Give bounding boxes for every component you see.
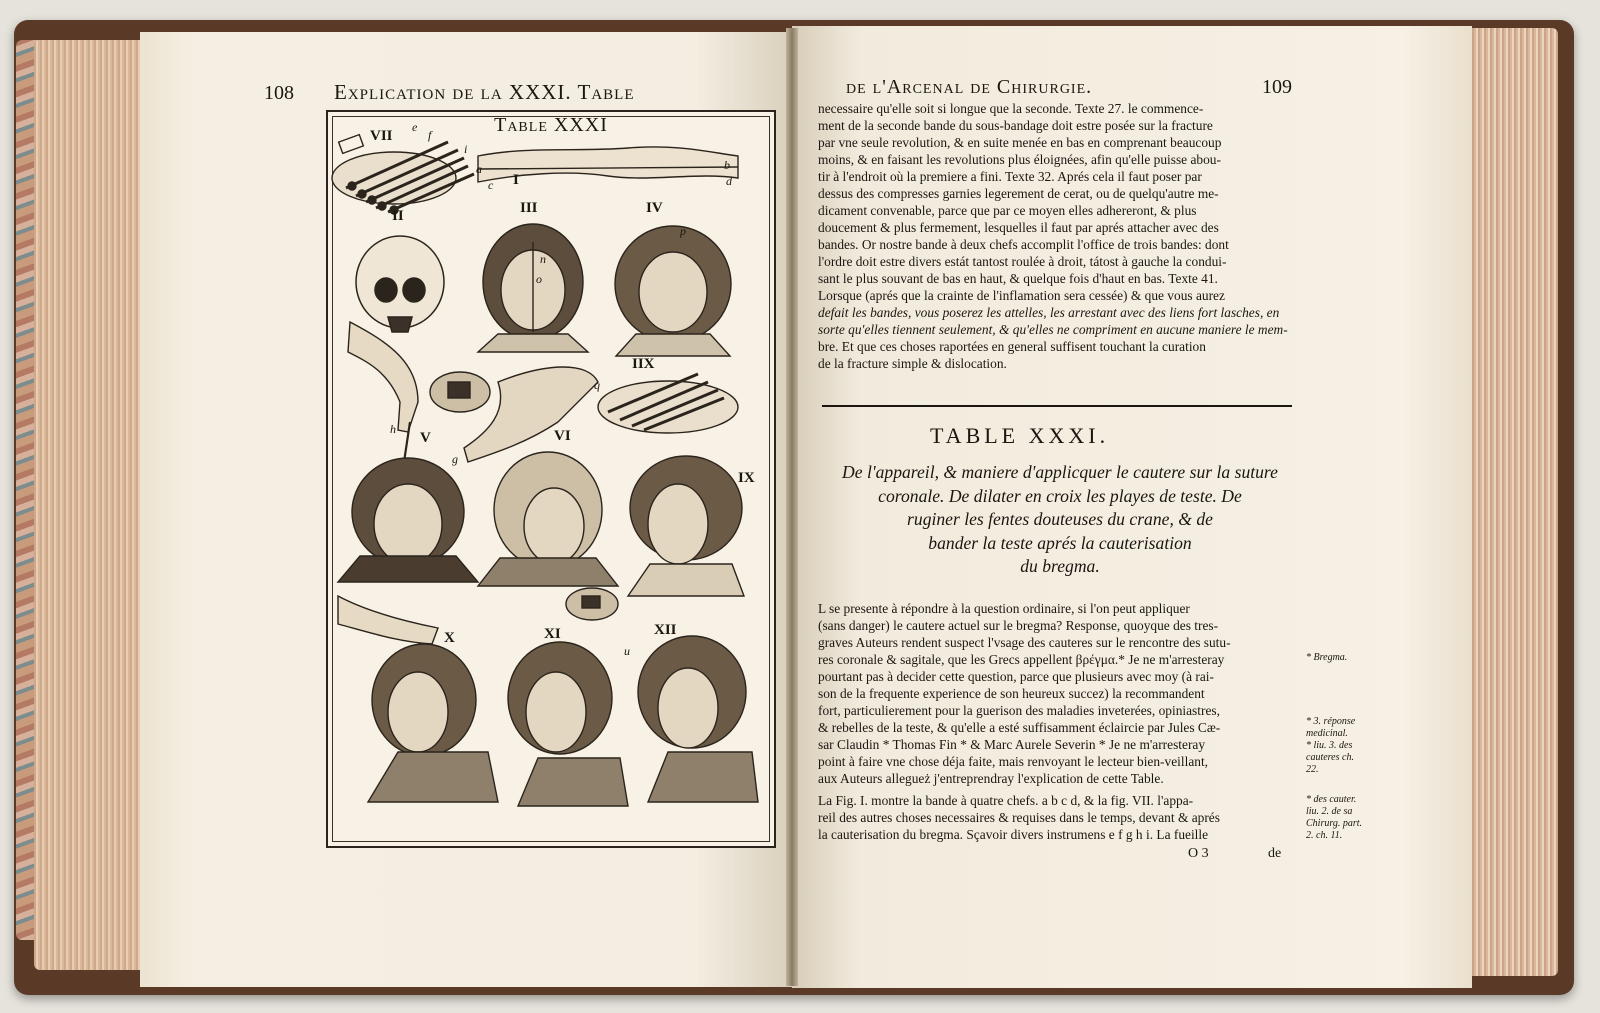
plate-letter-e: e bbox=[412, 120, 418, 134]
plate-title: Table XXXI bbox=[494, 114, 608, 136]
text-line: & rebelles de la teste, & qu'elle a esté suffisamment éclaircie par Jules Cæ- bbox=[818, 720, 1221, 735]
text-line: sorte qu'elles tiennent seulement, & qu'elles ne compriment en aucune maniere le mem- bbox=[818, 322, 1288, 337]
hand-holding-head-icon bbox=[338, 596, 438, 644]
plate-letter-b: b bbox=[724, 158, 730, 172]
text-line: L se presente à répondre à la question ordinaire, si l'on peut appliquer bbox=[818, 601, 1190, 616]
head-vi-icon bbox=[478, 452, 618, 586]
instruments-tray-iix-icon bbox=[598, 374, 738, 433]
subtitle-line: du bregma. bbox=[1020, 556, 1100, 576]
text-line: dicament convenable, parce que par ce moyen elles adhereront, & plus bbox=[818, 203, 1197, 218]
engraved-plate bbox=[326, 110, 776, 848]
fig-label-v: V bbox=[420, 430, 431, 446]
plate-letter-a: a bbox=[476, 162, 482, 176]
text-line: pourtant pas à decider cette question, parce que plusieurs avec moy (à rai- bbox=[818, 669, 1214, 684]
fig-label-iv: IV bbox=[646, 200, 663, 216]
fig-label-ii: II bbox=[392, 208, 404, 224]
plate-letter-o: o bbox=[536, 272, 542, 286]
small-disc-icon bbox=[566, 588, 618, 620]
margin-note-bregma: * Bregma. bbox=[1306, 652, 1348, 663]
text-line: par vne seule revolution, & en suite menée en bas en comprenant beaucoup bbox=[818, 135, 1222, 150]
head-xii-icon bbox=[638, 636, 758, 802]
text-line: tir à l'endroit où la premiere a fini. Texte 32. Aprés cela il faut poser par bbox=[818, 169, 1202, 184]
plate-letter-q: q bbox=[594, 378, 600, 392]
left-running-head: Explication de la XXXI. Table bbox=[334, 80, 635, 104]
subtitle-line: coronale. De dilater en croix les playes de teste. De bbox=[878, 485, 1242, 506]
fig-label-xii: XII bbox=[654, 622, 677, 638]
right-running-head: de l'Arcenal de Chirurgie. bbox=[846, 76, 1093, 98]
margin-note-severin: * des cauter. liu. 2. de sa Chirurg. part. 2. ch. 11. bbox=[1306, 794, 1363, 841]
text-line: moins, & en faisant les revolutions plus éloignées, afin qu'elle puisse abou- bbox=[818, 152, 1221, 167]
instruments-tray-icon bbox=[332, 135, 474, 214]
head-xi-icon bbox=[508, 642, 628, 806]
plate-letter-c: c bbox=[488, 178, 494, 192]
subtitle-line: ruginer les fentes douteuses du crane, & de bbox=[907, 509, 1213, 529]
hand-with-knife-icon bbox=[348, 322, 418, 462]
text-line: graves Auteurs rendent suspect l'vsage des cauteres sur le rencontre des sutu- bbox=[818, 635, 1231, 650]
fig-label-xi: XI bbox=[544, 626, 561, 642]
plate-letter-n: n bbox=[540, 252, 546, 266]
subtitle-line: De l'appareil, & maniere d'applicquer le cautere sur la suture bbox=[842, 462, 1278, 482]
right-page-number: 109 bbox=[1262, 76, 1292, 98]
plate-letter-i: i bbox=[464, 142, 468, 156]
text-line: bre. Et que ces choses raportées en general suffisent touchant la curation bbox=[818, 339, 1206, 354]
text-line: res coronale & sagitale, que les Grecs appellent βρέγμα.* Je ne m'arresteray bbox=[818, 652, 1225, 667]
fig-label-i: I bbox=[513, 172, 519, 188]
text-line: l'ordre doit estre divers estát tantost roulée à droit, tátost à gauche la condui- bbox=[818, 254, 1227, 269]
page-edges-left bbox=[34, 40, 144, 970]
head-iii-icon bbox=[478, 224, 588, 352]
text-line: fort, particulierement pour la guerison des maladies inveterées, opiniastres, bbox=[818, 703, 1220, 718]
text-line: sar Claudin * Thomas Fin * & Marc Aurele Severin * Je ne m'arresteray bbox=[818, 737, 1206, 752]
text-line: la cauterisation du bregma. Sçavoir divers instrumens e f g h i. La fueille bbox=[818, 827, 1209, 842]
text-line: La Fig. I. montre la bande à quatre chefs. a b c d, & la fig. VII. l'appa- bbox=[818, 793, 1194, 808]
top-paragraph bbox=[818, 100, 1300, 372]
fig-label-vi: VI bbox=[554, 428, 571, 444]
signature-mark: O 3 bbox=[1188, 846, 1209, 861]
fig-label-iii: III bbox=[520, 200, 538, 216]
section-rule bbox=[822, 405, 1292, 407]
text-line: son de la frequente experience de son heureux succez) la recommandent bbox=[818, 686, 1205, 701]
plate-letter-p: p bbox=[680, 224, 686, 238]
page-edges-right bbox=[1468, 28, 1558, 976]
head-ix-icon bbox=[628, 456, 744, 596]
section-heading: TABLE XXXI. bbox=[930, 423, 1110, 448]
text-line: aux Auteurs allegueż j'entreprendray l'explication de cette Table. bbox=[818, 771, 1164, 786]
section-subtitle bbox=[810, 461, 1310, 579]
text-line: bandes. Or nostre bande à deux chefs accomplit l'office de trois bandes: dont bbox=[818, 237, 1229, 252]
book-gutter bbox=[786, 28, 798, 986]
text-line: (sans danger) le cautere actuel sur le bregma? Response, quoyque des tres- bbox=[818, 618, 1219, 633]
text-line: defait les bandes, vous poserez les attelles, les arrestant avec des liens fort lasches, en bbox=[818, 305, 1280, 320]
text-line: ment de la seconde bande du sous-bandage doit estre posée sur la fracture bbox=[818, 118, 1213, 133]
head-iv-icon bbox=[615, 226, 731, 356]
text-line: point à faire vne chose déja faite, mais renvoyant le lecteur bien-veillant, bbox=[818, 754, 1209, 769]
text-line: dessus des compresses garnies legerement de cerat, ou de quelqu'autre me- bbox=[818, 186, 1219, 201]
subtitle-line: bander la teste aprés la cauterisation bbox=[928, 532, 1192, 553]
head-x-icon bbox=[368, 644, 498, 802]
margin-note-claudin: * 3. réponse medicinal. * liu. 3. des cauteres ch. 22. bbox=[1306, 716, 1356, 775]
text-line: Lorsque (aprés que la crainte de l'inflamation sera cessée) & que vous aurez bbox=[818, 288, 1225, 303]
plate-letter-u: u bbox=[624, 644, 630, 658]
text-line: doucement & plus fermement, lesquelles il faut par aprés attacher avec des bbox=[818, 220, 1219, 235]
text-line: de la fracture simple & dislocation. bbox=[818, 356, 1007, 371]
skull-icon bbox=[356, 236, 444, 332]
plate-letter-h: h bbox=[390, 422, 396, 436]
cautery-disc-icon bbox=[430, 372, 490, 412]
fig-label-vii: VII bbox=[370, 128, 393, 144]
plate-letter-f: f bbox=[428, 128, 432, 142]
fig-label-iix: IIX bbox=[632, 356, 655, 372]
text-line: sant le plus souvant de bas en haut, & quelque fois d'haut en bas. Texte 41. bbox=[818, 271, 1218, 286]
fig-label-x: X bbox=[444, 630, 455, 646]
catchword: de bbox=[1268, 846, 1282, 861]
left-page-number: 108 bbox=[264, 82, 294, 104]
last-paragraph bbox=[818, 792, 1298, 843]
plate-letter-g: g bbox=[452, 452, 458, 466]
head-v-icon bbox=[338, 458, 478, 582]
fig-label-ix: IX bbox=[738, 470, 755, 486]
text-line: reil des autres choses necessaires & requises dans le temps, devant & aprés bbox=[818, 810, 1220, 825]
text-line: necessaire qu'elle soit si longue que la seconde. Texte 27. le commence- bbox=[818, 101, 1204, 116]
plate-letter-d: d bbox=[726, 174, 732, 188]
main-paragraph bbox=[818, 600, 1298, 787]
